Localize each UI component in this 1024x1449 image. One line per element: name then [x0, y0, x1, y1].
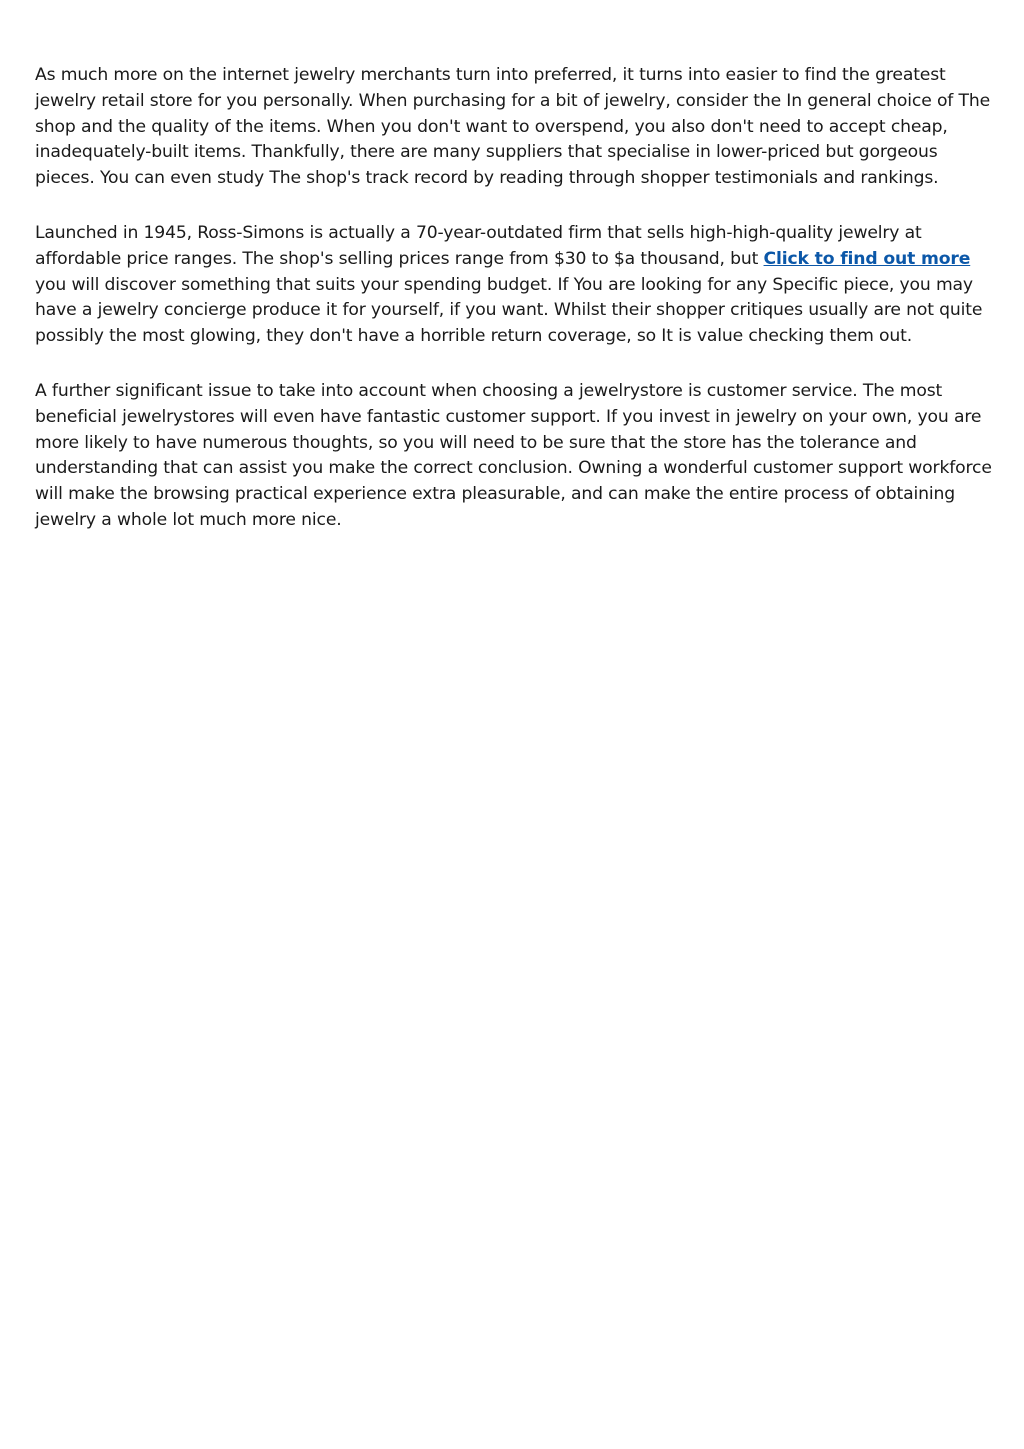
paragraph-2: [35, 221, 995, 350]
find-out-more-link[interactable]: Click to find out more: [763, 248, 971, 269]
paragraph-2-text-before: Launched in 1945, Ross-Simons is actually a 70-year-outdated firm that sells high-high-quality jewelry at affordable price ranges. The shop's selling prices range from $30 to $a thousand, but: [35, 222, 922, 269]
paragraph-3-text: A further significant issue to take into account when choosing a jewelrystore is customer service. The most beneficial jewelrystores will even have fantastic customer support. If you invest in jewelry on your own, you are more likely to have numerous thoughts, so you will need to be sure that the store has the tolerance and understanding that can assist you make the correct conclusion. Owning a wonderful customer support workforce will make the browsing practical experience extra pleasurable, and can make the entire process of obtaining jewelry a whole lot much more nice.: [35, 380, 992, 530]
paragraph-1-text: As much more on the internet jewelry merchants turn into preferred, it turns into easier to find the greatest jewelry retail store for you personally. When purchasing for a bit of jewelry, consider the In general choice of The shop and the quality of the items. When you don't want to overspend, you also don't need to accept cheap, inadequately-built items. Thankfully, there are many suppliers that specialise in lower-priced but gorgeous pieces. You can even study The shop's track record by reading through shopper testimonials and rankings.: [35, 65, 991, 189]
paragraph-3: [35, 379, 995, 534]
paragraph-1: [35, 63, 995, 192]
paragraph-2-text-after: you will discover something that suits your spending budget. If You are looking for any Specific piece, you may have a jewelry concierge produce it for yourself, if you want. Whilst their shopper critiques usually are not quite possibly the most glowing, they don't have a horrible return coverage, so It is value checking them out.: [35, 274, 983, 347]
document-body: [35, 63, 995, 563]
